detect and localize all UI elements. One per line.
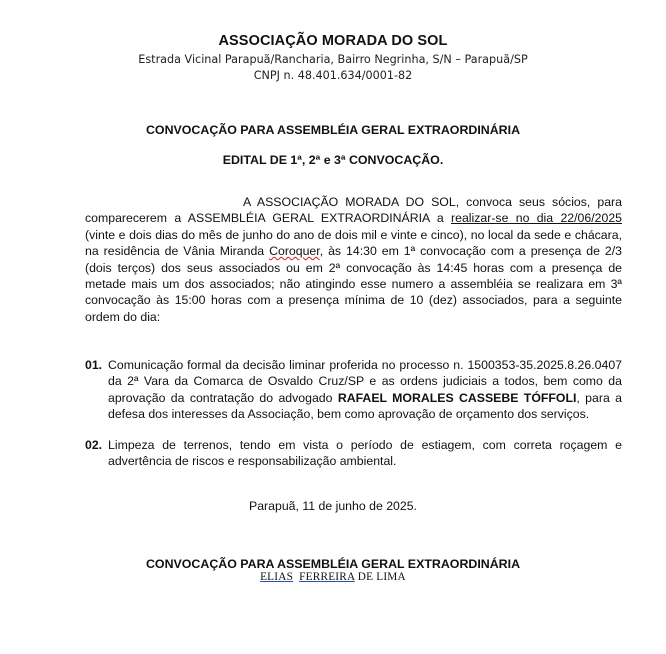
- signature-first-name: ELIAS: [260, 571, 294, 583]
- agenda-item-line: aprovação da contratação do advogado RAFAEL MORALES CASSEBE TÓFFOLI, para a: [108, 390, 622, 405]
- paragraph-line: convocação às 15:00 horas com a presença mínima de 10 (dez) associados, para a seguinte: [85, 293, 622, 308]
- agenda-item-line: da 2ª Vara da Comarca de Osvaldo Cruz/SP e as ordens judiciais a todos, bem como da: [108, 374, 622, 389]
- convocation-paragraph: [85, 194, 622, 325]
- place-and-date: Parapuã, 11 de junho de 2025.: [249, 499, 417, 513]
- spellcheck-word: Coroquer: [269, 244, 320, 259]
- agenda-item-line: Comunicação formal da decisão liminar proferida no processo n. 1500353-35.2025.8.26.0407: [108, 358, 622, 372]
- signature-last-name: DE LIMA: [357, 571, 406, 583]
- paragraph-line: metade mais um dos associados; não atingindo esse numero a assembléia se realizara em 3ª: [85, 277, 622, 292]
- footer-convocation-title: CONVOCAÇÃO PARA ASSEMBLÉIA GERAL EXTRAORDINÁRIA: [145, 557, 521, 571]
- edital-title: EDITAL DE 1ª, 2ª e 3ª CONVOCAÇÃO.: [222, 153, 444, 167]
- agenda-item-line: defesa dos interesses da Associação, bem como aprovação de orçamento dos serviços.: [108, 407, 590, 422]
- agenda-item-number: 02.: [85, 438, 103, 452]
- agenda-item-line: advertência de riscos e responsabilização ambiental.: [108, 454, 397, 469]
- signature-name: [0, 571, 666, 583]
- agenda-item-number: 01.: [85, 358, 103, 372]
- association-title: ASSOCIAÇÃO MORADA DO SOL: [218, 33, 448, 49]
- agenda-item-line: Limpeza de terrenos, tendo em vista o período de estiagem, com correta roçagem e: [108, 438, 622, 452]
- paragraph-line: na residência de Vânia Miranda Coroquer, às 14:30 em 1ª convocação com a presença de 2/3: [85, 244, 622, 259]
- paragraph-line: ordem do dia:: [85, 309, 161, 324]
- paragraph-line: comparecerem a ASSEMBLÉIA GERAL EXTRAORDINÁRIA a realizar-se no dia 22/06/2025: [85, 211, 622, 226]
- association-address: Estrada Vicinal Parapuã/Rancharia, Bairro Negrinha, S/N – Parapuã/SP: [138, 53, 528, 66]
- signature-middle-name: FERREIRA: [299, 571, 355, 583]
- meeting-date: realizar-se no dia 22/06/2025: [451, 211, 622, 226]
- convocation-title: CONVOCAÇÃO PARA ASSEMBLÉIA GERAL EXTRAORDINÁRIA: [145, 123, 521, 137]
- paragraph-line: (vinte e dois dias do mês de junho do ano de dois mil e vinte e cinco), no local da sede e chácara,: [85, 227, 622, 242]
- paragraph-line: (dois terços) dos seus associados ou em 2ª convocação às 14:45 horas com a presença de: [85, 260, 622, 275]
- association-cnpj: CNPJ n. 48.401.634/0001-82: [253, 69, 413, 82]
- paragraph-line: A ASSOCIAÇÃO MORADA DO SOL, convoca seus sócios, para: [243, 195, 622, 209]
- lawyer-name: RAFAEL MORALES CASSEBE TÓFFOLI: [337, 390, 577, 405]
